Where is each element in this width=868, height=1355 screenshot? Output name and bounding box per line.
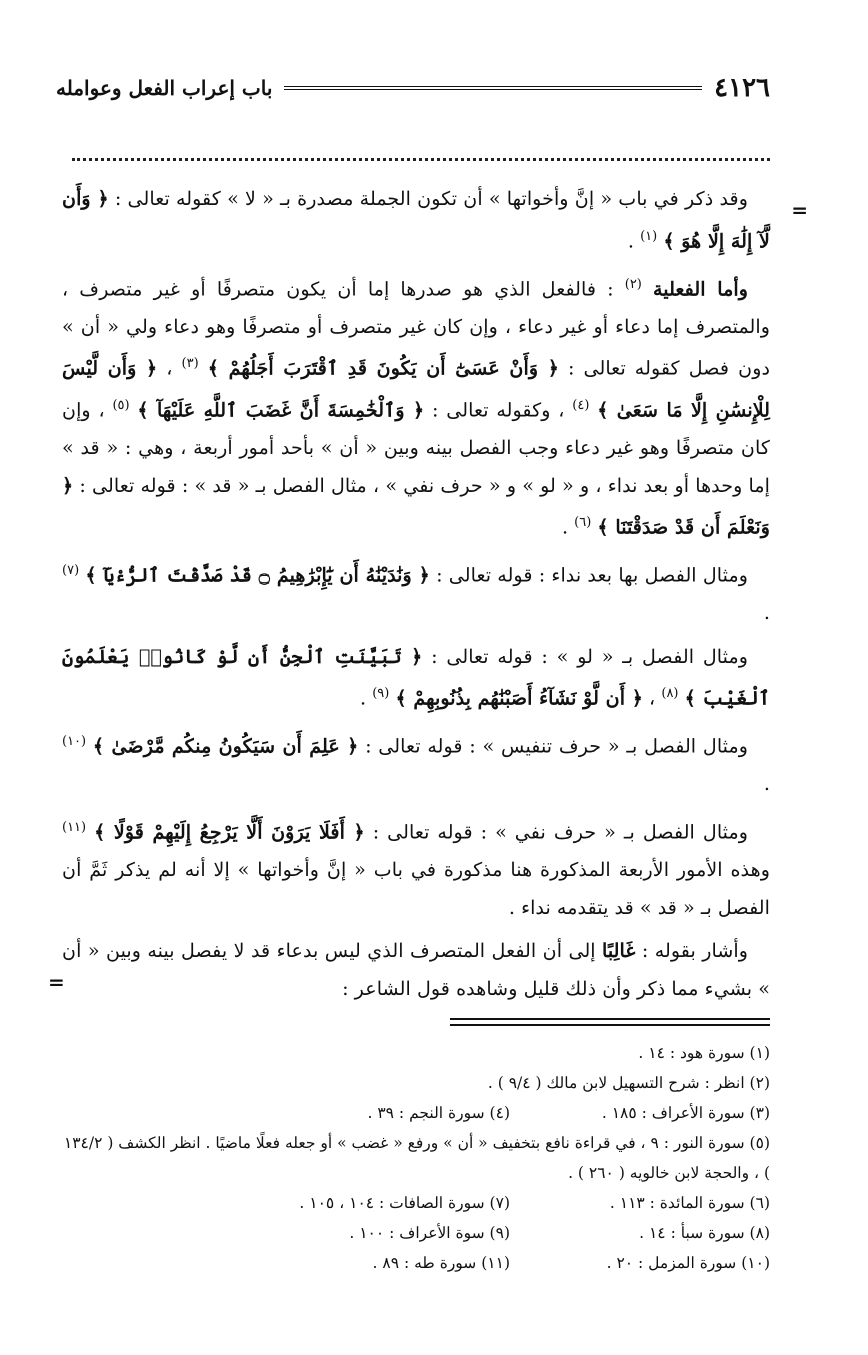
paragraph-2	[62, 266, 770, 547]
footnote-2: (٢) انظر : شرح التسهيل لابن مالك ( ٩/٤ ) .	[487, 1074, 770, 1092]
text: .	[627, 228, 641, 252]
footnote-ref: (٩)	[372, 686, 390, 702]
page-number: ٤١٢٦	[714, 73, 770, 103]
footnote-1: (١) سورة هود : ١٤ .	[638, 1044, 770, 1062]
footnote-6: (٦) سورة المائدة : ١١٣ .	[609, 1194, 770, 1212]
text: إلى أن الفعل المتصرف الذي ليس بدعاء قد لا يفصل بينه وبين « أن » بشيء مما ذكر وأن ذلك قليل وشاهده قول الشاعر :	[62, 939, 770, 1000]
paragraph-6	[62, 809, 770, 926]
quran-verse: ﴿ تَبَيَّنَتِ ٱلْجِنُّ أَن لَّوْ كَانُوا۟ يَعْلَمُونَ ٱلْغَيْبَ ﴾	[62, 644, 770, 710]
section-lead: وأما الفعلية	[653, 276, 748, 300]
margin-mark-bottom: =	[48, 970, 65, 994]
text: ، وإن كان متصرفًا وهو غير دعاء وجب الفصل بينه وبين « أن » بأحد أمور أربعة ، وهي : « قد » إما وحدها أو بعد نداء ، و « لو » و « حرف نفي » ، مثال الفصل بـ « قد » : قوله تعالى :	[62, 398, 770, 497]
text: وهذه الأمور الأربعة المذكورة هنا مذكورة في باب « إنَّ وأخواتها » إلا أنه لم يذكر ثَمَّ أن الفصل بـ « قد » قد يتقدمه نداء .	[62, 858, 770, 919]
text: .	[359, 686, 373, 710]
footnote-5: (٥) سورة النور : ٩ ، في قراءة نافع بتخفيف « أن » ورفع « غضب » أو جعله فعلًا ماضيًا . انظر الكشف ( ١٣٤/٢ ) ، والحجة لابن خالويه ( ٢٦٠ ) .	[63, 1134, 770, 1182]
quran-verse: ﴿ عَلِمَ أَن سَيَكُونُ مِنكُم مَّرْضَىٰ ﴾	[92, 734, 359, 758]
paragraph-1	[62, 180, 770, 260]
quran-verse: ﴿ أَن لَّوْ نَشَآءُ أَصَبْنَٰهُم بِذُنُوبِهِمْ ﴾	[395, 686, 643, 710]
footnote-4: (٤) سورة النجم : ٣٩ .	[367, 1104, 510, 1122]
footnote-ref: (٨)	[661, 686, 679, 702]
footnote-ref: (١)	[640, 228, 658, 244]
paragraph-7	[62, 932, 770, 1007]
footnote-9: (٩) سوة الأعراف : ١٠٠ .	[349, 1224, 510, 1242]
footnote-row	[60, 1248, 770, 1278]
footnote-rule	[450, 1018, 770, 1026]
quran-verse: ﴿ وَنَٰدَيْنَٰهُ أَن يَٰٓإِبْرَٰهِيمُ ۝ قَدْ صَدَّقْتَ ٱلرُّءْيَآ ﴾	[85, 563, 430, 587]
text: ،	[642, 686, 662, 710]
footnote-8: (٨) سورة سبأ : ١٤ .	[639, 1224, 770, 1242]
text: وقد ذكر في باب « إنَّ وأخواتها » أن تكون الجملة مصدرة بـ « لا » كقوله تعالى :	[108, 187, 748, 210]
footnote-ref: (٧)	[62, 563, 80, 579]
main-text	[62, 180, 770, 1013]
footnote-ref: (٣)	[181, 356, 199, 372]
paragraph-4	[62, 638, 770, 718]
emphasized-word: غَالِبًا	[602, 939, 636, 963]
text: ومثال الفصل بـ « حرف نفي » : قوله تعالى :	[364, 820, 748, 844]
footnote-ref: (٤)	[572, 398, 590, 414]
chapter-title: باب إعراب الفعل وعوامله	[56, 76, 273, 100]
quran-verse: ﴿ وَنَعْلَمَ أَن قَدْ صَدَقْتَنَا ﴾	[62, 473, 770, 539]
quran-verse: ﴿ أَفَلَا يَرَوْنَ أَلَّا يَرْجِعُ إِلَيْهِمْ قَوْلًا ﴾	[94, 820, 365, 844]
text: ،	[157, 356, 182, 380]
footnote-row	[60, 1188, 770, 1218]
footnote-11: (١١) سورة طه : ٨٩ .	[372, 1254, 510, 1272]
header-rule	[284, 86, 702, 90]
footnote-ref: (٢)	[624, 276, 642, 292]
footnote-ref: (١١)	[62, 820, 87, 836]
quran-verse: ﴿ وَأَن لَّآ إِلَٰهَ إِلَّا هُوَ ﴾	[62, 187, 770, 252]
text: ومثال الفصل بـ « حرف تنفيس » : قوله تعالى :	[358, 734, 749, 758]
footnote-row	[60, 1098, 770, 1128]
footnote-ref: (٦)	[574, 515, 592, 531]
footnote-7: (٧) سورة الصافات : ١٠٤ ، ١٠٥ .	[299, 1194, 510, 1212]
footnote-row	[60, 1218, 770, 1248]
quran-verse: ﴿ وَأَن لَّيْسَ لِلْإِنسَٰنِ إِلَّا مَا سَعَىٰ ﴾	[62, 356, 770, 422]
text: .	[561, 515, 575, 539]
footnote-3: (٣) سورة الأعراف : ١٨٥ .	[601, 1104, 770, 1122]
paragraph-5	[62, 723, 770, 803]
text: وأشار بقوله :	[635, 939, 748, 963]
footnote-10: (١٠) سورة المزمل : ٢٠ .	[606, 1254, 770, 1272]
text: ومثال الفصل بـ « لو » : قوله تعالى :	[422, 644, 748, 668]
footnote-ref: (٥)	[112, 398, 130, 414]
text: .	[763, 772, 770, 796]
paragraph-3	[62, 552, 770, 632]
footnote-ref: (١٠)	[62, 734, 87, 750]
quran-verse: ﴿ وَأَنْ عَسَىٰٓ أَن يَكُونَ قَدِ ٱقْتَرَبَ أَجَلُهُمْ ﴾	[207, 356, 559, 380]
margin-mark-top: =	[791, 198, 808, 222]
text: ومثال الفصل بها بعد نداء : قوله تعالى :	[429, 563, 748, 587]
quran-verse: ﴿ وَٱلْخَٰمِسَةَ أَنَّ غَضَبَ ٱللَّهِ عَلَيْهَآ ﴾	[137, 398, 425, 422]
text: : فالفعل الذي هو صدرها إما أن يكون متصرفًا أو غير متصرف ، والمتصرف إما دعاء أو غير دعاء ، وإن كان غير متصرف أو متصرفًا وهو دعاء ولي « أن » دون فصل كقوله تعالى :	[62, 276, 771, 380]
text: ، وكقوله تعالى :	[424, 398, 573, 422]
dotted-separator	[72, 138, 770, 161]
running-header	[56, 70, 770, 106]
footnotes	[60, 1038, 770, 1278]
text: .	[763, 601, 770, 625]
